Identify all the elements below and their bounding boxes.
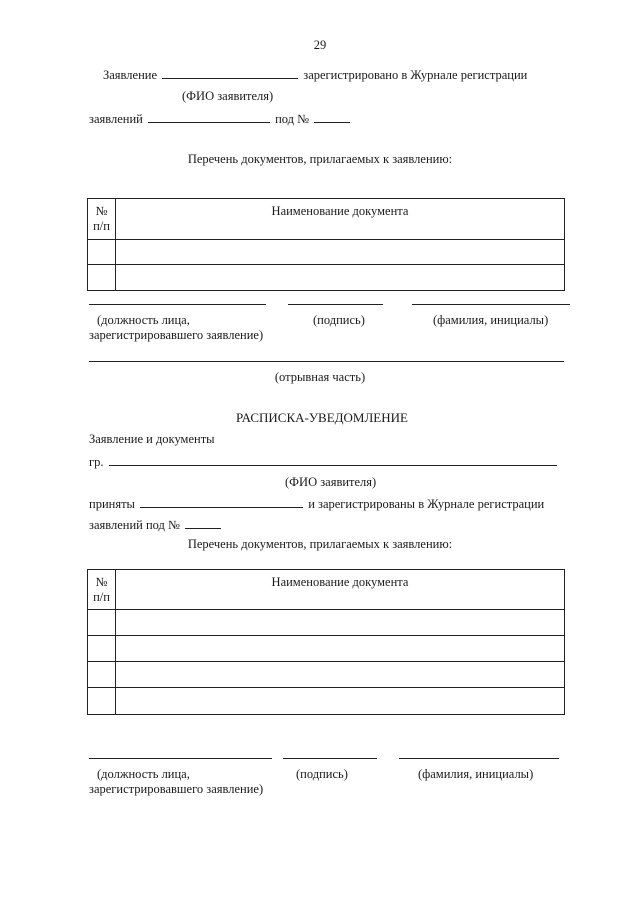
registration-line-2 xyxy=(89,111,352,127)
table-row[interactable] xyxy=(88,662,565,688)
page-number: 29 xyxy=(313,38,327,52)
fio-caption-2: (ФИО заявителя) xyxy=(285,475,377,489)
journal-blank[interactable] xyxy=(148,111,270,123)
table-header-row xyxy=(88,570,565,610)
position-caption-2a: (должность лица, xyxy=(97,767,190,781)
receipt-title: РАСПИСКА-УВЕДОМЛЕНИЕ xyxy=(236,410,408,425)
accepted-date-blank[interactable] xyxy=(140,496,303,508)
applicant-name-blank[interactable] xyxy=(162,67,298,79)
document-list-title-1: Перечень документов, прилагаемых к заявлению: xyxy=(187,152,453,166)
receipt-number-blank[interactable] xyxy=(185,517,221,529)
statements-under-number-label: заявлений под № xyxy=(89,518,180,532)
receipt-number-line xyxy=(89,517,223,533)
table-row[interactable] xyxy=(88,636,565,662)
registered-in-journal-text-2: и зарегистрированы в Журнале регистрации xyxy=(308,497,545,511)
signature-caption-1: (подпись) xyxy=(313,313,365,327)
document-list-title-2: Перечень документов, прилагаемых к заявлению: xyxy=(187,537,453,551)
position-signature-line-1[interactable] xyxy=(89,304,266,305)
documents-table-1 xyxy=(87,198,565,291)
receipt-citizen-line xyxy=(89,454,559,470)
accepted-label: приняты xyxy=(89,497,135,511)
name-signature-line-1[interactable] xyxy=(412,304,570,305)
position-signature-line-2[interactable] xyxy=(89,758,272,759)
documents-table-2 xyxy=(87,569,565,715)
signature-line-1[interactable] xyxy=(288,304,383,305)
citizen-name-blank[interactable] xyxy=(109,454,557,466)
registration-line-1 xyxy=(103,67,527,83)
tear-off-line xyxy=(89,361,564,362)
column-header-document-name: Наименование документа xyxy=(116,199,565,240)
fio-caption-1: (ФИО заявителя) xyxy=(182,89,274,103)
table-row[interactable] xyxy=(88,688,565,715)
signature-line-2[interactable] xyxy=(283,758,377,759)
position-caption-1b: зарегистрировавшего заявление) xyxy=(89,328,264,342)
registered-in-journal-text: зарегистрировано в Журнале регистрации xyxy=(303,68,528,82)
signature-caption-2: (подпись) xyxy=(296,767,348,781)
statements-label: заявлений xyxy=(89,112,143,126)
statement-label: Заявление xyxy=(103,68,158,82)
table-row[interactable] xyxy=(88,265,565,291)
column-header-document-name: Наименование документа xyxy=(116,570,565,610)
column-header-number: № п/п xyxy=(88,199,116,240)
table-header-row xyxy=(88,199,565,240)
name-caption-2: (фамилия, инициалы) xyxy=(418,767,534,781)
table-row[interactable] xyxy=(88,240,565,265)
name-signature-line-2[interactable] xyxy=(399,758,559,759)
position-caption-1a: (должность лица, xyxy=(97,313,190,327)
table-row[interactable] xyxy=(88,610,565,636)
registration-number-blank[interactable] xyxy=(314,111,350,123)
receipt-accepted-line xyxy=(89,496,544,512)
under-number-label: под № xyxy=(275,112,310,126)
tear-off-caption: (отрывная часть) xyxy=(274,370,366,384)
receipt-statement-line: Заявление и документы xyxy=(89,432,215,446)
position-caption-2b: зарегистрировавшего заявление) xyxy=(89,782,264,796)
name-caption-1: (фамилия, инициалы) xyxy=(433,313,549,327)
citizen-label: гр. xyxy=(89,455,104,469)
column-header-number: № п/п xyxy=(88,570,116,610)
